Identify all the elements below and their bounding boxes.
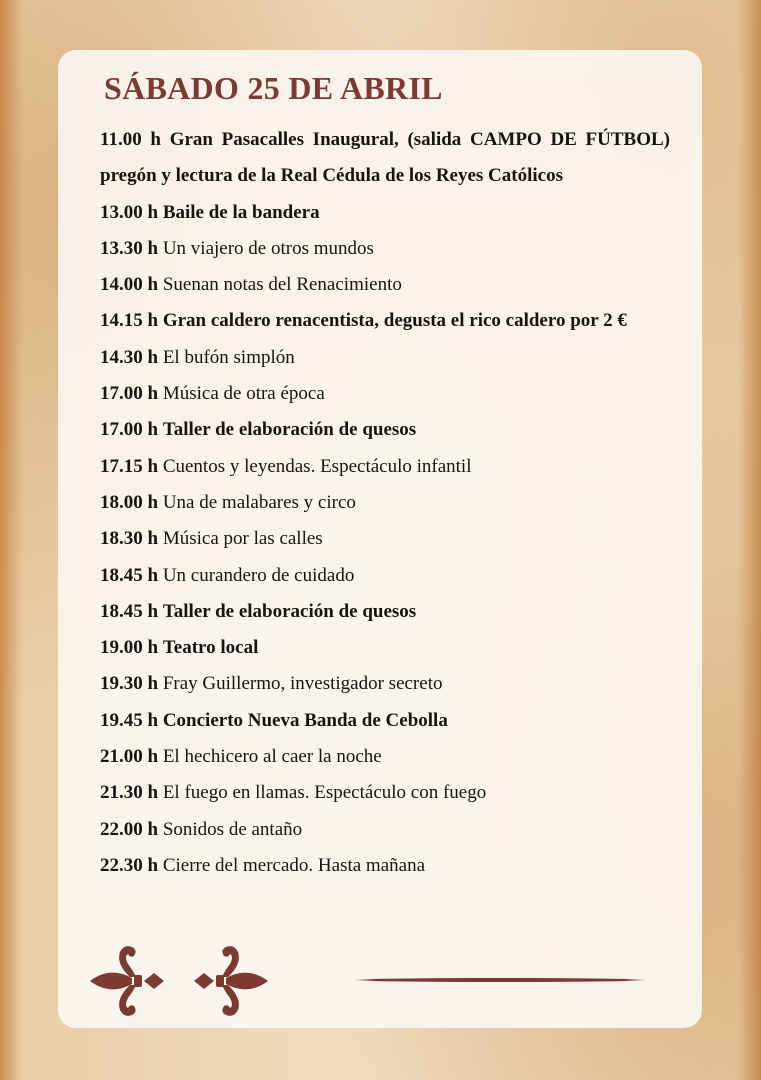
event-item bbox=[100, 267, 670, 303]
event-item bbox=[100, 195, 670, 231]
event-item bbox=[100, 303, 670, 339]
event-time: 22.00 h bbox=[100, 818, 159, 840]
event-description: El bufón simplón bbox=[162, 346, 295, 368]
event-time: 18.00 h bbox=[100, 491, 159, 513]
event-item bbox=[100, 231, 670, 267]
event-item bbox=[100, 630, 670, 666]
event-item bbox=[100, 739, 670, 775]
event-item bbox=[100, 449, 670, 485]
event-item bbox=[100, 521, 670, 557]
fleur-ornament-icon bbox=[90, 944, 170, 1018]
event-time: 14.00 h bbox=[100, 274, 159, 296]
event-list bbox=[100, 122, 670, 884]
event-description: Una de malabares y circo bbox=[162, 491, 356, 513]
event-time: 19.45 h bbox=[100, 709, 159, 731]
fleur-ornament-icon bbox=[188, 944, 268, 1018]
decorative-rule bbox=[352, 978, 648, 982]
event-time: 13.00 h bbox=[100, 201, 159, 223]
event-time: 21.30 h bbox=[100, 782, 159, 804]
event-item bbox=[100, 775, 670, 811]
event-description: Gran Pasacalles Inaugural, (salida CAMPO DE FÚTBOL) pregón y lectura de la Real Cédula de los Reyes Católicos bbox=[100, 129, 670, 187]
event-item bbox=[100, 848, 670, 884]
event-item bbox=[100, 412, 670, 448]
event-item bbox=[100, 485, 670, 521]
event-item bbox=[100, 594, 670, 630]
event-time: 19.30 h bbox=[100, 673, 159, 695]
event-description: Taller de elaboración de quesos bbox=[162, 600, 417, 622]
event-time: 22.30 h bbox=[100, 854, 159, 876]
event-description: Concierto Nueva Banda de Cebolla bbox=[162, 709, 448, 731]
event-item bbox=[100, 703, 670, 739]
event-time: 18.30 h bbox=[100, 528, 159, 550]
event-item bbox=[100, 558, 670, 594]
event-description: Taller de elaboración de quesos bbox=[162, 419, 417, 441]
page-title: SÁBADO 25 DE ABRIL bbox=[104, 70, 443, 106]
event-time: 17.15 h bbox=[100, 455, 159, 477]
event-description: El fuego en llamas. Espectáculo con fuego bbox=[162, 782, 487, 804]
event-description: Cuentos y leyendas. Espectáculo infantil bbox=[162, 455, 472, 477]
event-item bbox=[100, 122, 670, 195]
event-item bbox=[100, 666, 670, 702]
event-item bbox=[100, 812, 670, 848]
event-description: Música de otra época bbox=[162, 383, 325, 405]
event-time: 21.00 h bbox=[100, 746, 159, 768]
event-description: Fray Guillermo, investigador secreto bbox=[162, 673, 443, 695]
event-description: Suenan notas del Renacimiento bbox=[162, 274, 402, 296]
event-time: 17.00 h bbox=[100, 419, 159, 441]
event-time: 18.45 h bbox=[100, 564, 159, 586]
event-item bbox=[100, 340, 670, 376]
event-description: Cierre del mercado. Hasta mañana bbox=[162, 854, 426, 876]
event-description: Sonidos de antaño bbox=[162, 818, 303, 840]
event-description: Teatro local bbox=[162, 637, 259, 659]
event-time: 18.45 h bbox=[100, 600, 159, 622]
event-description: Un viajero de otros mundos bbox=[162, 237, 374, 259]
event-time: 14.15 h bbox=[100, 310, 159, 332]
event-description: Gran caldero renacentista, degusta el rico caldero por 2 € bbox=[162, 310, 627, 332]
event-time: 19.00 h bbox=[100, 637, 159, 659]
event-time: 14.30 h bbox=[100, 346, 159, 368]
event-time: 17.00 h bbox=[100, 383, 159, 405]
event-time: 11.00 h bbox=[100, 129, 161, 150]
event-time: 13.30 h bbox=[100, 237, 159, 259]
event-description: Un curandero de cuidado bbox=[162, 564, 355, 586]
event-item bbox=[100, 376, 670, 412]
event-description: Baile de la bandera bbox=[162, 201, 320, 223]
event-description: El hechicero al caer la noche bbox=[162, 746, 382, 768]
event-description: Música por las calles bbox=[162, 528, 323, 550]
